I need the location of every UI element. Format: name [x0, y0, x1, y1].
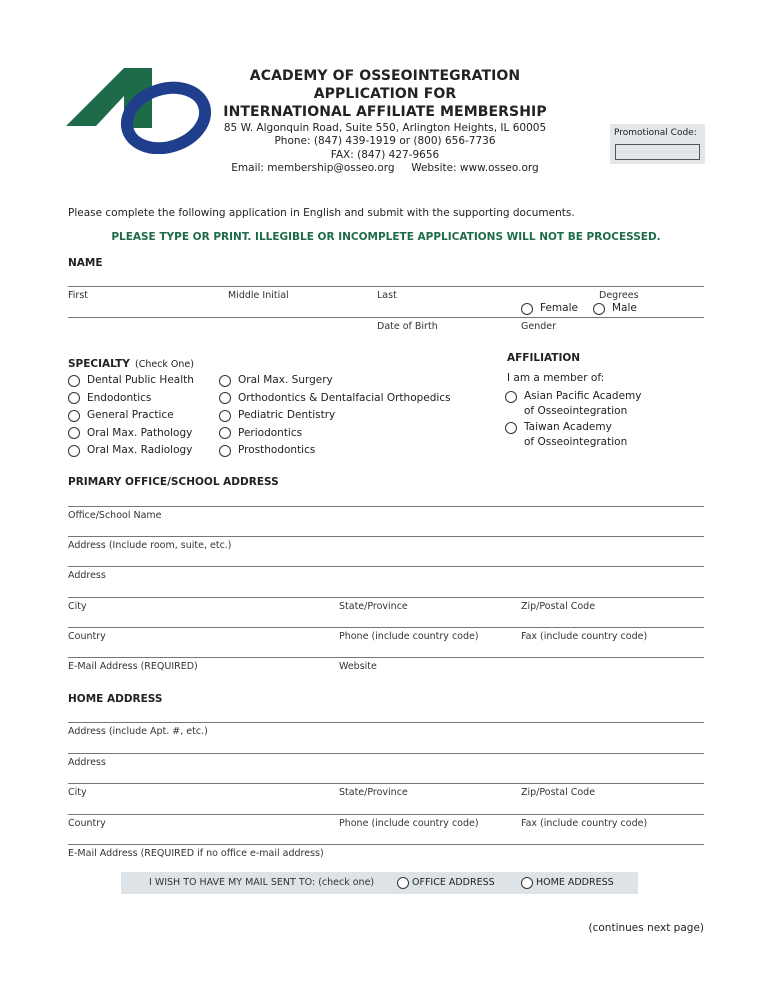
office-addr2-label: Address: [68, 570, 106, 581]
office-fax-label: Fax (include country code): [521, 631, 648, 642]
specialty-option[interactable]: [68, 442, 194, 460]
specialty-option[interactable]: [219, 372, 451, 390]
radio-icon[interactable]: [68, 427, 80, 439]
title-line-1: ACADEMY OF OSSEOINTEGRATION: [249, 68, 521, 84]
office-zip-label: Zip/Postal Code: [521, 601, 596, 612]
specialty-option[interactable]: [219, 425, 451, 443]
specialty-option[interactable]: [68, 425, 194, 443]
taiwan-line-1: Taiwan Academy: [524, 421, 612, 433]
name-input-line[interactable]: [68, 286, 704, 287]
title-line-3: INTERNATIONAL AFFILIATE MEMBERSHIP: [223, 104, 547, 120]
affiliation-option-apao[interactable]: [505, 388, 641, 420]
home-zip-label: Zip/Postal Code: [521, 787, 596, 798]
specialty-note: (Check One): [134, 359, 194, 370]
home-fax-label: Fax (include country code): [521, 818, 648, 829]
office-heading: PRIMARY OFFICE/SCHOOL ADDRESS: [68, 476, 279, 488]
radio-icon[interactable]: [219, 445, 231, 457]
warning-text: PLEASE TYPE OR PRINT. ILLEGIBLE OR INCOMPLETE APPLICATIONS WILL NOT BE PROCESSED.: [111, 231, 661, 243]
specialty-option[interactable]: [219, 407, 451, 425]
office-name-line[interactable]: [68, 506, 704, 507]
radio-icon[interactable]: [68, 445, 80, 457]
promo-code-label: Promotional Code:: [614, 128, 697, 138]
home-addr2-label: Address: [68, 757, 106, 768]
intro-text: Please complete the following application in English and submit with the supporting documents.: [68, 207, 575, 219]
specialty-heading: SPECIALTY: [68, 358, 130, 370]
mail-office-label: OFFICE ADDRESS: [412, 877, 495, 888]
degrees-label: Degrees: [599, 290, 639, 301]
specialty-option[interactable]: [68, 407, 194, 425]
gender-label: Gender: [521, 321, 557, 332]
specialty-option-label: Orthodontics & Dentalfacial Orthopedics: [238, 391, 451, 404]
home-addr2-line[interactable]: [68, 753, 704, 754]
affiliation-option-taiwan[interactable]: [505, 419, 627, 451]
radio-icon[interactable]: [68, 375, 80, 387]
specialty-option-label: Prosthodontics: [238, 444, 316, 456]
home-country-label: Country: [68, 818, 106, 829]
affiliation-intro: I am a member of:: [507, 372, 605, 384]
apao-line-1: Asian Pacific Academy: [524, 390, 642, 402]
specialty-option-label: General Practice: [87, 409, 174, 421]
home-addr1-line[interactable]: [68, 722, 704, 723]
specialty-option-label: Oral Max. Radiology: [87, 444, 193, 456]
gender-female-option[interactable]: [521, 300, 578, 318]
female-radio[interactable]: [521, 303, 533, 315]
office-city-label: City: [68, 601, 87, 612]
radio-icon[interactable]: [397, 877, 409, 889]
radio-icon[interactable]: [521, 877, 533, 889]
office-website-label: Website: [339, 661, 377, 672]
male-radio[interactable]: [593, 303, 605, 315]
office-email-label: E-Mail Address (REQUIRED): [68, 661, 198, 672]
office-addr2-line[interactable]: [68, 566, 704, 567]
office-addr1-line[interactable]: [68, 536, 704, 537]
radio-icon[interactable]: [219, 375, 231, 387]
radio-icon[interactable]: [68, 410, 80, 422]
specialty-option-label: Pediatric Dentistry: [238, 409, 336, 421]
radio-icon[interactable]: [219, 410, 231, 422]
specialty-option[interactable]: [68, 372, 194, 390]
middle-initial-label: Middle Initial: [228, 290, 289, 301]
mail-home-option[interactable]: [521, 874, 614, 891]
org-address: 85 W. Algonquin Road, Suite 550, Arlington Heights, IL 60005: [223, 122, 547, 134]
office-country-line[interactable]: [68, 627, 704, 628]
home-addr1-label: Address (include Apt. #, etc.): [68, 726, 208, 737]
home-heading: HOME ADDRESS: [68, 693, 163, 705]
specialty-option-label: Endodontics: [87, 391, 152, 404]
home-state-label: State/Province: [339, 787, 408, 798]
specialty-option-label: Periodontics: [238, 426, 303, 439]
office-phone-label: Phone (include country code): [339, 631, 479, 642]
home-email-label: E-Mail Address (REQUIRED if no office e-mail address): [68, 848, 324, 859]
specialty-option-label: Oral Max. Surgery: [238, 374, 333, 386]
home-phone-label: Phone (include country code): [339, 818, 479, 829]
specialty-option[interactable]: [219, 442, 451, 460]
mail-preference-bar: [121, 872, 638, 894]
specialty-option[interactable]: [219, 390, 451, 408]
org-phone: Phone: (847) 439-1919 or (800) 656-7736: [274, 135, 496, 147]
promo-code-input[interactable]: [615, 144, 700, 160]
home-city-line[interactable]: [68, 783, 704, 784]
org-fax: FAX: (847) 427-9656: [330, 149, 440, 161]
specialty-heading-group: [68, 352, 194, 371]
mail-home-label: HOME ADDRESS: [536, 877, 614, 888]
specialty-col-1: [68, 372, 194, 460]
org-website: Website: www.osseo.org: [411, 162, 539, 174]
specialty-option-label: Oral Max. Pathology: [87, 426, 193, 439]
org-contact: [205, 161, 565, 176]
specialty-option[interactable]: [68, 390, 194, 408]
promo-code-panel: [610, 124, 705, 164]
specialty-option-label: Dental Public Health: [87, 374, 194, 386]
taiwan-line-2: of Osseointegration: [524, 435, 628, 448]
gender-male-option[interactable]: [593, 300, 637, 318]
radio-icon[interactable]: [68, 392, 80, 404]
apao-line-2: of Osseointegration: [524, 404, 628, 417]
specialty-col-2: [219, 372, 451, 460]
name-heading: NAME: [68, 257, 103, 269]
mail-preference-label: I WISH TO HAVE MY MAIL SENT TO: (check one): [149, 877, 375, 888]
home-email-line[interactable]: [68, 844, 704, 845]
title-line-2: APPLICATION FOR: [313, 86, 457, 102]
radio-icon[interactable]: [505, 391, 517, 403]
office-email-line[interactable]: [68, 657, 704, 658]
office-state-label: State/Province: [339, 601, 408, 612]
office-addr1-label: Address (Include room, suite, etc.): [68, 540, 232, 551]
radio-icon[interactable]: [219, 427, 231, 439]
last-name-label: Last: [377, 290, 397, 301]
male-label: Male: [612, 302, 637, 314]
continues-note: (continues next page): [588, 922, 704, 934]
dob-input-line[interactable]: [68, 317, 704, 318]
org-email: Email: membership@osseo.org: [231, 162, 395, 174]
office-name-label: Office/School Name: [68, 510, 162, 521]
radio-icon[interactable]: [505, 422, 517, 434]
mail-office-option[interactable]: [397, 874, 495, 891]
female-label: Female: [540, 302, 578, 314]
home-city-label: City: [68, 787, 87, 798]
aoo-logo: [66, 68, 212, 154]
affiliation-heading: AFFILIATION: [507, 352, 581, 364]
radio-icon[interactable]: [219, 392, 231, 404]
home-country-line[interactable]: [68, 814, 704, 815]
first-name-label: First: [68, 290, 88, 301]
office-country-label: Country: [68, 631, 106, 642]
dob-label: Date of Birth: [377, 321, 438, 332]
office-city-line[interactable]: [68, 597, 704, 598]
